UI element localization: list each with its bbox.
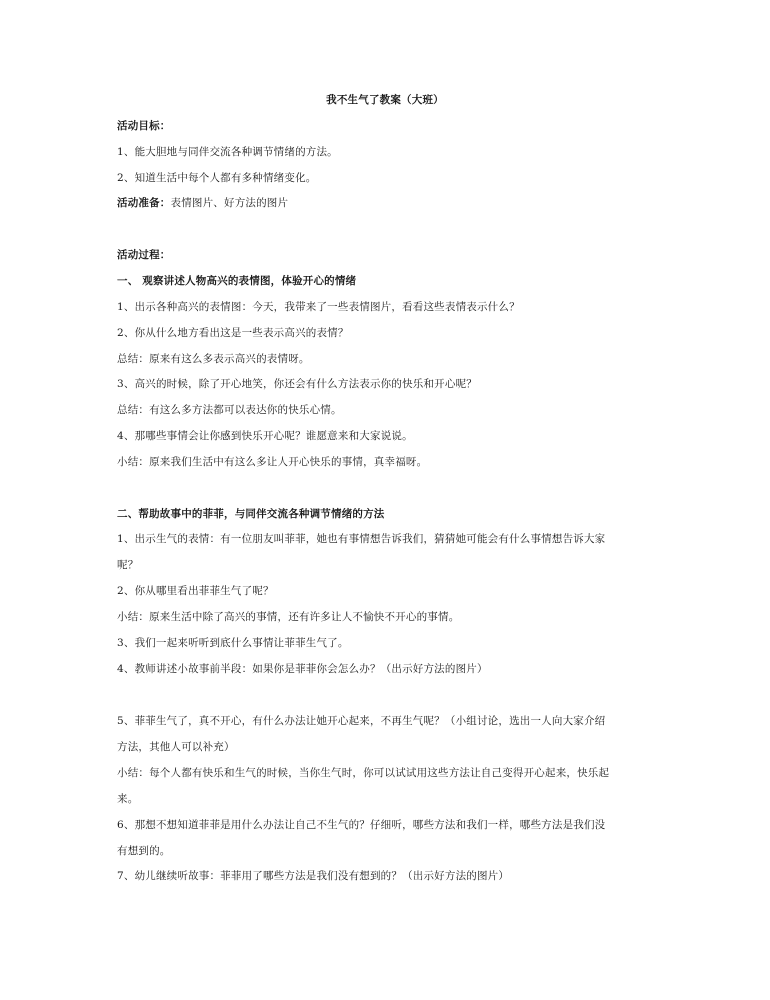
prep-text: 表情图片、好方法的图片 — [170, 197, 289, 209]
prep-label: 活动准备： — [117, 197, 171, 209]
summary-line-cont: 来。 — [117, 793, 139, 805]
section-1-step: 2、你从什么地方看出这是一些表示高兴的表情？ — [117, 327, 349, 339]
section-1-step: 3、高兴的时候，除了开心地笑，你还会有什么方法表示你的快乐和开心呢？ — [117, 378, 477, 390]
section-2-step: 2、你从哪里看出菲菲生气了呢？ — [117, 585, 274, 597]
goal-heading: 活动目标： — [117, 120, 171, 132]
section-2-step: 6、那想不想知道菲菲是用什么办法让自己不生气的？仔细听，哪些方法和我们一样，哪些方法是我们没 — [117, 819, 606, 831]
summary-line: 总结：有这么多方法都可以表达你的快乐心情。 — [117, 404, 342, 416]
section-2-heading: 二、帮助故事中的菲菲，与同伴交流各种调节情绪的方法 — [117, 508, 385, 520]
section-2-step-cont: 方法，其他人可以补充） — [117, 741, 235, 753]
page-title: 我不生气了教案（大班） — [326, 94, 444, 106]
summary-line: 小结：原来我们生活中有这么多让人开心快乐的事情，真幸福呀。 — [117, 456, 428, 468]
goal-item: 2、知道生活中每个人都有多种情绪变化。 — [117, 172, 317, 184]
section-1-step: 1、出示各种高兴的表情图：今天，我带来了一些表情图片，看看这些表情表示什么？ — [117, 301, 520, 313]
section-1-heading: 一、 观察讲述人物高兴的表情图，体验开心的情绪 — [117, 275, 357, 287]
section-2-step-cont: 有想到的。 — [117, 845, 171, 857]
section-2-step: 3、我们一起来听听到底什么事情让菲菲生气了。 — [117, 637, 349, 649]
section-2-step-cont: 呢？ — [117, 559, 139, 571]
summary-line: 小结：原来生活中除了高兴的事情，还有许多让人不愉快不开心的事情。 — [117, 611, 460, 623]
section-2-step: 1、出示生气的表情：有一位朋友叫菲菲，她也有事情想告诉我们，猜猜她可能会有什么事情想告诉大家 — [117, 533, 606, 545]
process-heading: 活动过程： — [117, 249, 171, 261]
section-1-step: 4、那哪些事情会让你感到快乐开心呢？谁愿意来和大家说说。 — [117, 430, 413, 442]
section-2-step: 4、教师讲述小故事前半段：如果你是菲菲你会怎么办？（出示好方法的图片） — [117, 663, 488, 675]
section-2-step: 7、幼儿继续听故事：菲菲用了哪些方法是我们没有想到的？（出示好方法的图片） — [117, 870, 510, 882]
prep-line — [117, 196, 662, 210]
summary-line: 总结：原来有这么多表示高兴的表情呀。 — [117, 353, 310, 365]
summary-line: 小结：每个人都有快乐和生气的时候，当你生气时，你可以试试用这些方法让自己变得开心起来，快乐起 — [117, 767, 610, 779]
goal-item: 1、能大胆地与同伴交流各种调节情绪的方法。 — [117, 146, 338, 158]
section-2-step: 5、菲菲生气了，真不开心，有什么办法让她开心起来，不再生气呢？（小组讨论，选出一人向大家介绍 — [117, 715, 606, 727]
